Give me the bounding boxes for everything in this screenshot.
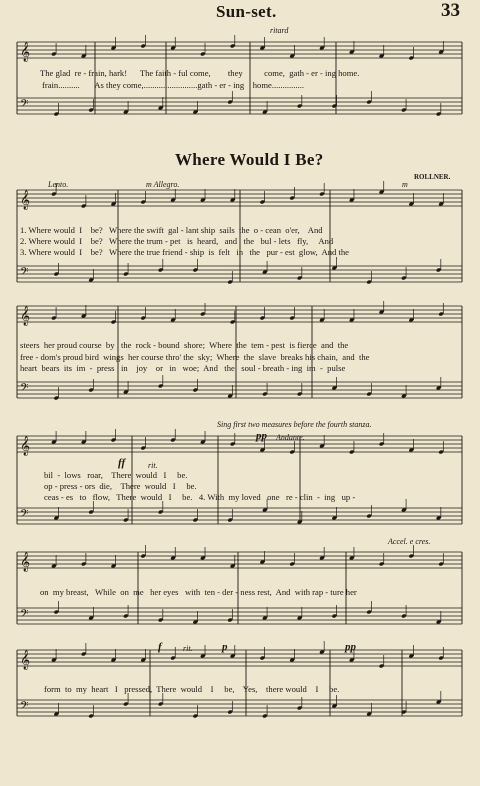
tempo-allegro: m Allegro.: [146, 180, 180, 189]
pp-mark-2: pp: [345, 641, 356, 653]
rit-mark-1: rit.: [148, 461, 158, 470]
song2-system1-bass-clef: 𝄢: [20, 266, 29, 281]
fourth-stanza-note: Sing first two measures before the fourth stanza.: [217, 420, 372, 429]
song2-system5-treble-clef: 𝄞: [20, 650, 31, 670]
song1-lyric-line-2: frain.......... As they come,.........................gath - er - ing home...............: [42, 80, 305, 90]
system3-verse-2: op - press - ors die, There would I be.: [44, 481, 197, 491]
pp-mark-1: pp: [256, 430, 267, 442]
song2-system2-treble-clef: 𝄞: [20, 306, 31, 326]
system3-verse-1: bil - lows roar, There would I be.: [44, 470, 188, 480]
system4-lyrics: on my breast, While on me her eyes with ten - der - ness rest, And with rap - ture her: [40, 587, 357, 597]
ff-mark: ff: [118, 457, 126, 469]
f-mark: f: [158, 641, 162, 653]
system5-lyrics: form to my heart I pressed, There would I be, Yes, there would I be.: [44, 684, 340, 694]
p-mark: p: [222, 641, 228, 653]
system1-verse-3: 3. Where would I be? Where the true friend - ship is felt in the pur - est glow, And the: [20, 247, 349, 257]
song1-system-bass-clef: 𝄢: [20, 98, 29, 113]
page-number: 33: [441, 0, 460, 21]
andante-mark: Andante.: [276, 433, 305, 442]
composer: ROLLNER.: [414, 173, 451, 181]
system1-verse-2: 2. Where would I be? Where the trum - pet is heard, and the bul - lets fly, And: [20, 236, 334, 246]
system1-verse-1: 1. Where would I be? Where the swift gal - lant ship sails the o - cean o'er, And: [20, 225, 323, 235]
song2-system5-bass-clef: 𝄢: [20, 700, 29, 715]
song2-title: Where Would I Be?: [175, 150, 324, 169]
mezzo-mark: m: [402, 180, 408, 189]
song2-system3-bass-clef: 𝄢: [20, 508, 29, 523]
system2-verse-1: steers her proud course by the rock - bound shore; Where the tem - pest is fierce and the: [20, 340, 349, 350]
song2-system2-bass-clef: 𝄢: [20, 382, 29, 397]
tempo-lento: Lento.: [48, 180, 69, 189]
song1-title: Sun-set.: [216, 2, 277, 21]
song1-system-treble-clef: 𝄞: [20, 42, 31, 62]
song1-ritard: ritard: [270, 26, 289, 35]
song2-system1-treble-clef: 𝄞: [20, 190, 31, 210]
system2-verse-3: heart bears its im - press in joy or in woe; And the soul - breath - ing im - pulse: [20, 363, 346, 373]
rit-mark-2: rit.: [183, 644, 193, 653]
song2-system4-bass-clef: 𝄢: [20, 608, 29, 623]
song1-lyric-line-1: The glad re - frain, hark! The faith - ful come, they come, gath - er - ing home.: [40, 68, 360, 78]
system2-verse-2: free - dom's proud bird wings her course thro' the sky; Where the slave breaks his chain, and the: [20, 352, 370, 362]
song2-system4-treble-clef: 𝄞: [20, 552, 31, 572]
accel-mark: Accel. e cres.: [388, 537, 431, 546]
song2-system3-treble-clef: 𝄞: [20, 436, 31, 456]
system3-verse-3: ceas - es to flow, There would I be. 4. With my loved one re - clin - ing up -: [44, 492, 356, 502]
